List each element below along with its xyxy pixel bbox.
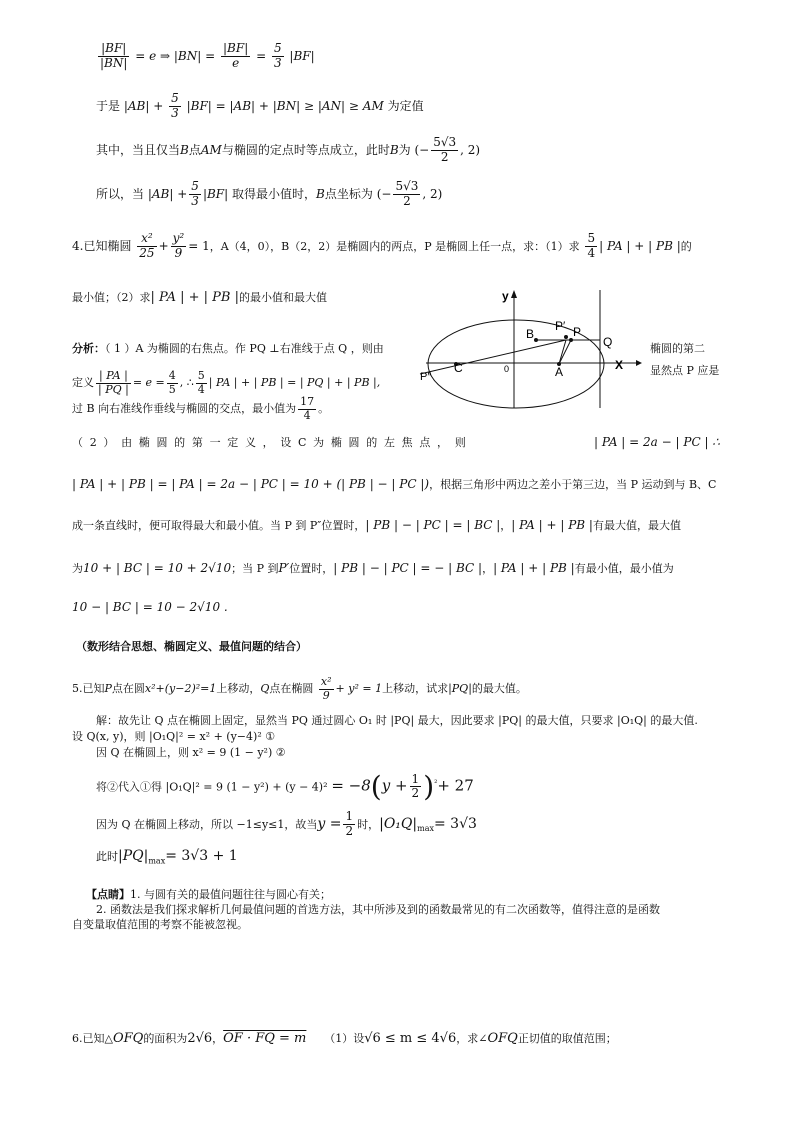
label-c: C bbox=[454, 361, 463, 375]
part-2-line-1-math bbox=[594, 435, 720, 449]
problem-4-line-1 bbox=[72, 232, 692, 261]
math: | PB | − | PC | = − | BC | bbox=[333, 561, 483, 575]
math: |PQ| bbox=[448, 682, 472, 696]
text: 的面积为 bbox=[143, 1032, 188, 1045]
frac-den: 4 bbox=[587, 245, 596, 260]
point-b bbox=[534, 338, 538, 342]
math: B bbox=[180, 142, 189, 157]
math: , ∴ bbox=[179, 376, 194, 390]
text: 为 bbox=[72, 562, 83, 575]
frac-den: 9 bbox=[322, 688, 330, 702]
text: ；当 P 到 bbox=[231, 562, 279, 575]
formula-line-2 bbox=[96, 92, 424, 121]
text: ， bbox=[500, 519, 512, 532]
text: 时， bbox=[357, 817, 380, 831]
frac-den: 2 bbox=[411, 786, 420, 801]
math: |AB| + bbox=[147, 186, 188, 201]
frac-den: 25 bbox=[139, 245, 155, 260]
formula-line-4 bbox=[96, 180, 442, 209]
label-p-double-prime: P″ bbox=[420, 371, 432, 383]
text: 所以，当 bbox=[96, 186, 145, 201]
math: 2√6 bbox=[187, 1031, 213, 1046]
frac-den: 9 bbox=[174, 245, 183, 260]
math: x²+(y−2)²=1 bbox=[144, 682, 217, 696]
text: 点在圆 bbox=[111, 682, 145, 696]
text: （ 1 ）A 为椭圆的右焦点。作 PQ ⊥右准线于点 Q ，则由 bbox=[105, 342, 384, 355]
math: + y² = 1 bbox=[335, 682, 383, 696]
math: 10 + | BC | = 10 + 2√10 bbox=[83, 561, 232, 575]
frac-num: 5 bbox=[191, 179, 199, 193]
label-x: X bbox=[615, 358, 624, 372]
frac-num: |BF| bbox=[223, 41, 249, 55]
math: B bbox=[389, 142, 399, 157]
math: (− bbox=[414, 142, 430, 157]
math: |BF| bbox=[202, 186, 229, 201]
text: （ 2 ） 由 椭 圆 的 第 一 定 义 ， 设 C 为 椭 圆 的 左 焦 点 ， 则 bbox=[72, 436, 468, 449]
text: 有最大值，最大值 bbox=[592, 519, 681, 532]
math: | PA | + | PB | bbox=[511, 518, 593, 532]
math: OFQ bbox=[487, 1031, 518, 1046]
frac-den: e bbox=[232, 55, 240, 70]
text: 位置时， bbox=[289, 562, 334, 575]
math: | PA | = 2a − | PC | ∴ bbox=[594, 435, 720, 449]
label-p-prime: P′ bbox=[555, 319, 566, 333]
text: 自变量取值范围的考察不能被忽视。 bbox=[72, 918, 248, 931]
text: 的最小值和最大值 bbox=[238, 291, 327, 304]
text: 6.已知△ bbox=[72, 1032, 113, 1045]
text: ，A（4，0），B（2，2）是椭圆内的两点，P 是椭圆上任一点，求：（1）求 bbox=[209, 239, 580, 253]
text: 最小值；（2）求 bbox=[72, 291, 151, 304]
math: y + bbox=[381, 776, 408, 795]
part-2-line-3 bbox=[72, 518, 681, 532]
frac-num: 1 bbox=[411, 771, 420, 786]
text: = e ⇒ |BN| = bbox=[135, 48, 216, 63]
analysis-line-3 bbox=[72, 396, 329, 422]
math: OFQ bbox=[112, 1031, 144, 1046]
text: 将②代入①得 |O₁Q|² = 9 (1 − y²) + (y − 4)² bbox=[96, 780, 328, 794]
key-point-2 bbox=[96, 903, 660, 916]
solution-line-5 bbox=[96, 810, 477, 839]
math: | PA | + | PB | bbox=[150, 290, 239, 305]
text: 显然点 P 应是 bbox=[650, 364, 720, 377]
math: = −8 bbox=[331, 776, 371, 795]
frac-num: x² bbox=[320, 675, 332, 688]
subscript: max bbox=[148, 856, 166, 866]
text: 解：故先让 Q 点在椭圆上固定，显然当 PQ 通过圆心 O₁ 时 |PQ| 最大，因此要求 |PQ| 的最大值，只要求 |O₁Q| 的最大值. bbox=[96, 714, 698, 727]
text: 与椭圆的定点时等点成立，此时 bbox=[221, 142, 390, 157]
label-q: Q bbox=[603, 335, 613, 349]
frac-num: 1 bbox=[345, 809, 354, 823]
text: ， bbox=[212, 1032, 224, 1045]
frac-num: x² bbox=[137, 232, 156, 247]
text: 椭圆的第二 bbox=[650, 342, 705, 355]
math: (− bbox=[376, 186, 392, 201]
math: = 1 bbox=[188, 238, 210, 253]
frac-num: 5 bbox=[197, 369, 205, 382]
text: 的 bbox=[680, 239, 692, 253]
text: （1）设 bbox=[324, 1032, 365, 1045]
section-tag bbox=[76, 640, 307, 653]
line-cb bbox=[420, 340, 566, 374]
label-y: y bbox=[502, 289, 509, 303]
math: P′ bbox=[278, 561, 290, 575]
math: , 2) bbox=[422, 186, 443, 201]
text: ，根据三角形中两边之差小于第三边，当 P 运动到与 B、C bbox=[429, 478, 717, 491]
analysis-line-1 bbox=[72, 342, 384, 355]
frac-den: 2 bbox=[440, 149, 449, 164]
math: y = bbox=[317, 815, 342, 832]
text: 有最小值，最小值为 bbox=[574, 562, 674, 575]
math: AM bbox=[200, 142, 222, 157]
math: | PA | + | PB | = | PQ | + | PB |, bbox=[208, 376, 381, 390]
analysis-label: 分析： bbox=[72, 342, 105, 355]
text: 为定值 bbox=[387, 98, 424, 113]
text: 于是 bbox=[96, 98, 121, 113]
math: | PA | + | PB | = | PA | = 2a − | PC | = 10 + (| PB | − | PC |) bbox=[72, 477, 430, 491]
y-axis-arrow bbox=[511, 290, 517, 298]
key-point-label: 【点睛】 bbox=[86, 888, 130, 901]
frac-num: 5 bbox=[273, 41, 282, 55]
label-p: P bbox=[573, 325, 582, 339]
math: + 27 bbox=[437, 776, 474, 795]
text: 此时 bbox=[96, 850, 118, 863]
text: 1. 与圆有关的最值问题往往与圆心有关； bbox=[130, 888, 331, 901]
text: |BF| bbox=[289, 48, 315, 63]
frac-den: 4 bbox=[303, 408, 311, 422]
frac-den: |BN| bbox=[100, 55, 128, 70]
analysis-line-2 bbox=[72, 370, 380, 396]
text: 其中，当且仅当 bbox=[96, 142, 181, 157]
label-o: 0 bbox=[504, 364, 510, 374]
frac-num: 5√3 bbox=[433, 135, 457, 149]
label-b: B bbox=[526, 327, 535, 341]
math: = 3√3 bbox=[434, 815, 477, 832]
frac-den: 4 bbox=[197, 382, 205, 396]
subscript: max bbox=[417, 824, 434, 834]
text: 定义 bbox=[72, 376, 94, 390]
math: |O₁Q| bbox=[379, 815, 418, 832]
formula-line-1 bbox=[96, 42, 315, 71]
text: 因为 Q 在椭圆上移动，所以 −1≤y≤1，故当 bbox=[96, 817, 318, 831]
problem-4-line-2 bbox=[72, 290, 327, 306]
text: 正切值的取值范围； bbox=[517, 1032, 617, 1045]
frac-num: 5 bbox=[171, 91, 179, 105]
math: |BF| = |AB| + |BN| ≥ |AN| ≥ AM bbox=[186, 98, 384, 113]
math: , 2) bbox=[460, 142, 481, 157]
frac-num: y² bbox=[172, 231, 185, 245]
math: | PB | − | PC | = | BC | bbox=[365, 518, 501, 532]
frac-num: 5 bbox=[587, 231, 596, 245]
frac-den: 5 bbox=[168, 382, 176, 396]
frac-num: |BF| bbox=[98, 42, 129, 57]
solution-line-4: 将②代入①得 |O₁Q|² = 9 (1 − y²) + (y − 4)² = −8(y + $\frac{1}{2}$ )$^{^2}$+ 27 bbox=[96, 770, 474, 803]
part-2-line-1 bbox=[72, 436, 467, 449]
text: 成一条直线时，便可取得最大和最小值。当 P 到 P″位置时， bbox=[72, 519, 366, 532]
text: 。 bbox=[318, 402, 330, 416]
ellipse-figure bbox=[416, 284, 646, 414]
frac-den: 3 bbox=[171, 105, 179, 120]
text: = bbox=[256, 48, 267, 63]
math: | PA | + | PB | bbox=[599, 238, 681, 253]
math: B bbox=[316, 186, 325, 201]
math: + bbox=[158, 238, 169, 253]
exponent: ² bbox=[434, 778, 438, 788]
solution-line-1 bbox=[96, 714, 698, 727]
math: = 3√3 + 1 bbox=[165, 848, 238, 864]
x-axis-arrow bbox=[636, 360, 642, 366]
frac-num: 17 bbox=[300, 395, 315, 408]
text: 4.已知椭圆 bbox=[72, 238, 132, 253]
text: 的最大值。 bbox=[471, 682, 527, 696]
text: 取得最小值时， bbox=[232, 186, 317, 201]
math: = e = bbox=[132, 376, 165, 390]
solution-line-2 bbox=[72, 730, 275, 743]
math: |PQ| bbox=[118, 848, 149, 864]
problem-6-line bbox=[72, 1031, 617, 1047]
frac-den: | PQ | bbox=[98, 382, 129, 396]
formula-line-3 bbox=[96, 136, 480, 165]
math: √6 ≤ m ≤ 4√6 bbox=[364, 1031, 457, 1046]
text: 上移动， bbox=[216, 682, 261, 696]
solution-line-6 bbox=[96, 848, 238, 866]
text: 点 bbox=[188, 142, 201, 157]
frac-num: | PA | bbox=[96, 370, 131, 384]
key-point-3 bbox=[72, 918, 248, 931]
label-a: A bbox=[555, 365, 564, 379]
problem-5-line bbox=[72, 676, 527, 702]
text: ，求∠ bbox=[456, 1032, 488, 1045]
frac-den: 3 bbox=[191, 193, 199, 208]
solution-line-3 bbox=[96, 746, 286, 759]
text: ， bbox=[482, 562, 494, 575]
math: Q bbox=[260, 682, 270, 696]
part-2-line-4 bbox=[72, 561, 674, 575]
text: 5.已知 bbox=[72, 682, 105, 696]
part-2-line-2 bbox=[72, 477, 716, 491]
math: 10 − | BC | = 10 − 2√10 . bbox=[72, 600, 228, 614]
frac-den: 2 bbox=[403, 193, 411, 208]
math: | PA | + | PB | bbox=[493, 561, 575, 575]
frac-den: 2 bbox=[345, 823, 354, 838]
math: OF · FQ = m bbox=[223, 1031, 307, 1046]
text: 过 B 向右准线作垂线与椭圆的交点，最小值为 bbox=[72, 402, 297, 416]
text: 设 Q(x, y)，则 |O₁Q|² = x² + (y−4)² ① bbox=[72, 730, 276, 743]
text: （数形结合思想、椭圆定义、最值问题的结合） bbox=[76, 640, 307, 653]
text: 为 bbox=[398, 142, 411, 157]
text: 上移动，试求 bbox=[382, 682, 449, 696]
key-point-1 bbox=[86, 888, 331, 901]
frac-num: 5√3 bbox=[395, 179, 419, 193]
part-2-line-5 bbox=[72, 600, 228, 614]
frac-den: 3 bbox=[273, 55, 282, 70]
text: 点在椭圆 bbox=[269, 682, 314, 696]
point-p1 bbox=[564, 335, 568, 339]
analysis-right-2 bbox=[650, 364, 719, 377]
text: 因 Q 在椭圆上，则 x² = 9 (1 − y²) ② bbox=[96, 746, 286, 759]
frac-num: 4 bbox=[168, 369, 176, 382]
text: 点坐标为 bbox=[324, 186, 373, 201]
text: 2. 函数法是我们探求解析几何最值问题的首选方法，其中所涉及到的函数最常见的有二次函数等，值得注意的是函数 bbox=[96, 903, 660, 916]
analysis-right-1 bbox=[650, 342, 705, 355]
math: P bbox=[104, 682, 112, 696]
math: |AB| + bbox=[123, 98, 164, 113]
